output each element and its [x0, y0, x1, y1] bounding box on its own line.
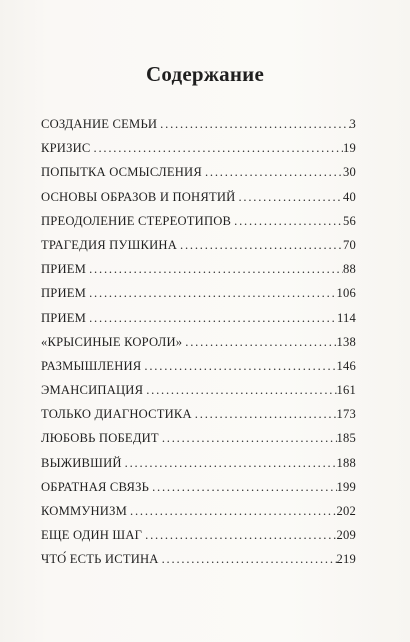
toc-entry-title: «КРЫСИНЫЕ КОРОЛИ»: [41, 334, 183, 349]
dot-leader: [86, 259, 343, 279]
toc-entry-title: КРИЗИС: [41, 141, 91, 156]
dot-leader: [91, 138, 343, 158]
toc-entry-title: ТРАГЕДИЯ ПУШКИНА: [41, 237, 177, 252]
toc-entry-title: ПРИЕМ: [41, 262, 87, 277]
toc-entry-title: ПРИЕМ: [41, 286, 87, 301]
toc-entry: [41, 211, 356, 235]
toc-entry-title: ТОЛЬКО ДИАГНОСТИКА: [41, 407, 192, 422]
toc-entry-page-number: 88: [343, 262, 356, 277]
toc-entry-title: ПОПЫТКА ОСМЫСЛЕНИЯ: [41, 165, 202, 180]
toc-entry: [41, 138, 356, 162]
dot-leader: [202, 162, 343, 182]
toc-entry: [41, 428, 356, 452]
dot-leader: [159, 549, 337, 569]
toc-entry-title: ЛЮБОВЬ ПОБЕДИТ: [41, 431, 159, 446]
dot-leader: [86, 308, 337, 328]
toc-entry: [41, 162, 356, 186]
dot-leader: [149, 477, 336, 497]
toc-entry: [41, 453, 356, 477]
dot-leader: [177, 235, 343, 255]
dot-leader: [231, 211, 343, 231]
page-title: Содержание: [146, 62, 264, 86]
dot-leader: [143, 380, 336, 400]
toc-entry-page-number: 188: [336, 455, 356, 470]
toc-entry-page-number: 114: [336, 310, 356, 325]
toc-entry-page-number: 173: [336, 407, 356, 422]
toc-entry: [41, 259, 356, 283]
toc-entry-page-number: 106: [336, 286, 356, 301]
toc-entry: [41, 187, 356, 211]
toc-entry: [41, 549, 356, 573]
toc-entry-title: КОММУНИЗМ: [41, 504, 127, 518]
dot-leader: [157, 114, 349, 134]
toc-entry: [41, 235, 356, 259]
toc-entry: [41, 501, 356, 525]
dot-leader: [159, 428, 337, 448]
toc-entry: [41, 477, 356, 501]
dot-leader: [122, 453, 337, 473]
dot-leader: [235, 187, 343, 207]
toc-entry-title: ОБРАТНАЯ СВЯЗЬ: [41, 479, 150, 494]
toc-entry-page-number: 202: [336, 504, 356, 518]
toc-entry-page-number: 146: [336, 358, 356, 373]
toc-entry-title: ОСНОВЫ ОБРАЗОВ И ПОНЯТИЙ: [41, 189, 236, 204]
toc-entry-title: ЕЩЕ ОДИН ШАГ: [41, 528, 143, 543]
toc-entry-title: СОЗДАНИЕ СЕМЬИ: [41, 117, 158, 131]
dot-leader: [127, 501, 337, 521]
toc-entry: [41, 308, 356, 332]
toc-entry: [41, 356, 356, 380]
toc-entry-page-number: 3: [349, 117, 356, 131]
toc-entry: [41, 380, 356, 404]
toc-entry-page-number: 56: [343, 213, 356, 228]
toc-entry: [41, 114, 356, 138]
toc-entry-page-number: 138: [336, 334, 356, 349]
toc-entry: [41, 525, 356, 549]
toc-entry-title: ВЫЖИВШИЙ: [41, 455, 122, 470]
toc-entry: [41, 332, 356, 356]
toc-entry-title: ПРЕОДОЛЕНИЕ СТЕРЕОТИПОВ: [41, 213, 232, 228]
toc-entry-page-number: 185: [336, 431, 356, 446]
toc-entry: [41, 404, 356, 428]
toc-entry-page-number: 219: [336, 552, 356, 567]
toc-entry-page-number: 161: [336, 383, 356, 398]
toc-entry-page-number: 209: [336, 528, 356, 543]
toc-entry-page-number: 199: [336, 479, 356, 494]
dot-leader: [182, 332, 336, 352]
dot-leader: [142, 525, 336, 545]
toc-entry-page-number: 70: [343, 237, 356, 252]
toc-entry-page-number: 30: [343, 165, 356, 180]
toc-entry-page-number: 19: [343, 141, 356, 156]
toc-entry-page-number: 40: [343, 189, 356, 204]
dot-leader: [86, 283, 336, 303]
dot-leader: [192, 404, 337, 424]
toc-entry-title: ЧТО́ ЕСТЬ ИСТИНА: [41, 552, 159, 567]
dot-leader: [141, 356, 336, 376]
toc-entry-title: РАЗМЫШЛЕНИЯ: [41, 358, 142, 373]
table-of-contents: [41, 114, 356, 574]
toc-entry-title: ПРИЕМ: [41, 310, 87, 325]
toc-entry-title: ЭМАНСИПАЦИЯ: [41, 383, 144, 398]
toc-entry: [41, 283, 356, 307]
